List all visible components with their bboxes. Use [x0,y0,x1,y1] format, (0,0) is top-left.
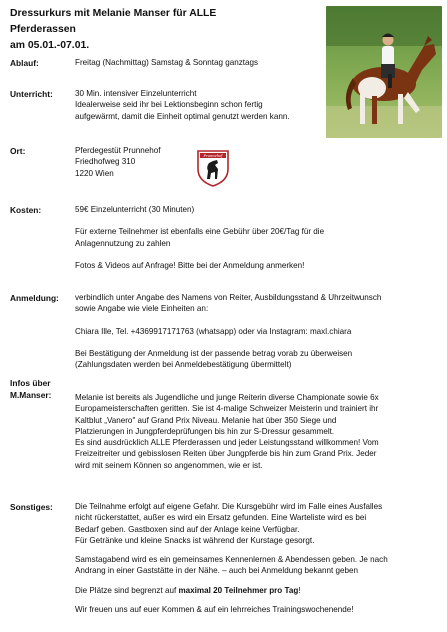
kosten-price: 59€ Einzelunterricht (30 Minuten) [75,205,195,214]
kosten-fee-line: Für externe Teilnehmer ist ebenfalls eine Gebühr über 20€/Tag für die [75,227,325,237]
infos-line: Kaltblut „Vanero" auf Grand Prix Niveau. Melanie hat über 350 Siege und [75,415,337,425]
title-line-2: am 05.01.-07.01. [10,40,90,51]
unterricht-line: Idealerweise seid ihr bei Lektionsbeginn schon fertig [75,100,263,110]
ort-label: Ort: [10,146,26,156]
anmeldung-label: Anmeldung: [10,293,59,303]
kosten-text [75,204,435,271]
anmeldung-text [75,292,443,370]
infos-line: Platzierungen in Jungpferdeprüfungen bis hin zur S-Dressur gesammelt. [75,426,335,436]
ort-address [75,145,195,179]
anmeldung-line: Bei Bestätigung der Anmeldung ist der passende betrag vorab zu überweisen [75,348,353,358]
sonstiges-closing: Wir freuen uns auf euer Kommen & auf ein lehrreiches Trainingswochenende! [75,605,354,615]
sonstiges-line: Für Getränke und kleine Snacks ist während der Kurstage gesorgt. [75,535,315,545]
prunnehof-crest-logo [196,149,230,187]
svg-text:Prunnehof: Prunnehof [203,154,223,159]
sonstiges-line: Samstagabend wird es ein gemeinsames Kennenlernen & Abendessen geben. Je nach [75,555,388,565]
unterricht-label: Unterricht: [10,89,53,99]
anmeldung-line: verbindlich unter Angabe des Namens von Reiter, Ausbildungsstand & Uhrzeitwunsch [75,293,382,302]
kosten-label: Kosten: [10,205,42,215]
anmeldung-contact: Chiara Ille, Tel. +4369917171763 (whatsapp) oder via Instagram: maxl.chiara [75,326,352,336]
limit-suffix: ! [298,585,301,595]
sonstiges-line: nicht rückerstattet, außer es wird ein Ersatz gefunden. Eine Warteliste wird es bei [75,513,367,523]
ablauf-text: Freitag (Nachmittag) Samstag & Sonntag ganztags [75,58,259,67]
sonstiges-label: Sonstiges: [10,502,53,512]
infos-line: Es sind ausdrücklich ALLE Pferderassen und jeder Leistungsstand willkommen! Vom [75,438,379,448]
ablauf-label: Ablauf: [10,58,39,68]
infos-label-line: Infos über [10,378,51,388]
sonstiges-line: Die Teilnahme erfolgt auf eigene Gefahr. Die Kursgebühr wird im Falle eines Ausfalles [75,502,383,511]
limit-prefix: Die Plätze sind begrenzt auf [75,585,179,595]
unterricht-text [75,88,435,122]
ort-line: Friedhofweg 310 [75,157,136,167]
unterricht-line: aufgewärmt, damit die Einheit optimal genutzt werden kann. [75,111,290,121]
page-title [10,6,240,54]
infos-line: Freizeitreiter und gebisslosen Reiten über Jungpferde bis hin zum Grand Prix. Jeder [75,449,377,459]
kosten-photos-note: Fotos & Videos auf Anfrage! Bitte bei der Anmeldung anmerken! [75,260,305,270]
infos-line: Europameisterschaften geritten. Sie ist 4-malige Schweizer Meisterin und trainiert ihr [75,404,379,414]
unterricht-line: 30 Min. intensiver Einzelunterricht [75,89,197,98]
kosten-fee-line: Anlagennutzung zu zahlen [75,238,171,248]
title-line-1: Dressurkurs mit Melanie Manser für ALLE Pferderassen [10,8,217,35]
infos-label [10,377,51,401]
infos-line: wird mit seinem Können so angenommen, wie er ist. [75,460,263,470]
limit-bold: maximal 20 Teilnehmer pro Tag [178,585,299,595]
anmeldung-line: sowie Angabe wie viele Einheiten an: [75,304,209,314]
ort-line: 1220 Wien [75,168,114,178]
ort-line: Pferdegestüt Prunnehof [75,146,161,155]
infos-line: Melanie ist bereits als Jugendliche und junge Reiterin diverse Championate sowie 6x [75,393,379,402]
sonstiges-limit [75,585,443,596]
sonstiges-text [75,501,443,615]
infos-text [75,392,443,471]
infos-label-line: M.Manser: [10,390,52,400]
sonstiges-line: Andrang in einer Gaststätte in der Nähe. – auch bei Anmeldung bekannt geben [75,566,359,576]
anmeldung-line: (Zahlungsdaten werden bei Anmeldebestätigung übermittelt) [75,360,292,370]
sonstiges-line: Bedarf geben. Gastboxen sind auf der Anlage keine Verfügbar. [75,524,300,534]
